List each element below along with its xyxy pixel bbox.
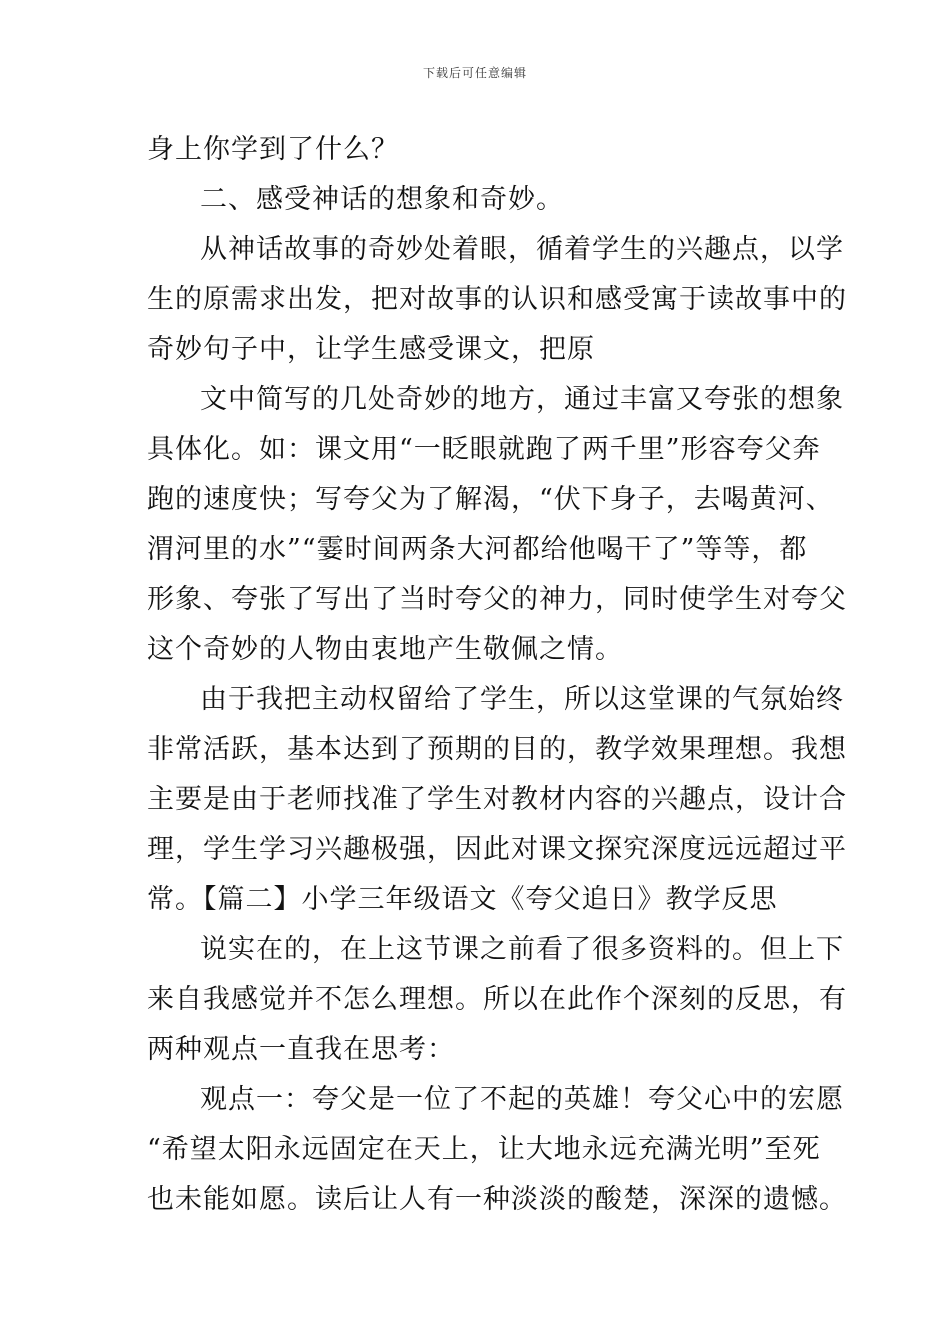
- text-line: 这个奇妙的人物由衷地产生敬佩之情。: [147, 634, 623, 665]
- text-line: 具体化。如：课文用“一眨眼就跑了两千里”形容夸父奔: [147, 434, 821, 465]
- text-line: 主要是由于老师找准了学生对教材内容的兴趣点，设计合: [147, 784, 847, 815]
- text-line: 身上你学到了什么？: [147, 134, 399, 165]
- text-line: 非常活跃，基本达到了预期的目的，教学效果理想。我想: [147, 734, 847, 765]
- text-line: 由于我把主动权留给了学生，所以这堂课的气氛始终: [200, 684, 844, 715]
- text-line: 文中简写的几处奇妙的地方，通过丰富又夸张的想象: [200, 384, 844, 415]
- text-line: 观点一：夸父是一位了不起的英雄！夸父心中的宏愿: [200, 1084, 844, 1115]
- text-line: 生的原需求出发，把对故事的认识和感受寓于读故事中的: [147, 284, 847, 315]
- section-heading: 二、感受神话的想象和奇妙。: [200, 184, 564, 215]
- text-line: “希望太阳永远固定在天上，让大地永远充满光明”至死: [147, 1134, 821, 1165]
- text-line: 来自我感觉并不怎么理想。所以在此作个深刻的反思，有: [147, 984, 847, 1015]
- text-line: 从神话故事的奇妙处着眼，循着学生的兴趣点，以学: [200, 234, 844, 265]
- text-line: 形象、夸张了写出了当时夸父的神力，同时使学生对夸父: [147, 584, 847, 615]
- text-line: 奇妙句子中，让学生感受课文，把原: [147, 334, 595, 365]
- text-line: 说实在的，在上这节课之前看了很多资料的。但上下: [200, 934, 844, 965]
- text-line: 也未能如愿。读后让人有一种淡淡的酸楚，深深的遗憾。: [147, 1184, 847, 1215]
- text-line: 两种观点一直我在思考：: [147, 1034, 455, 1065]
- text-line: 渭河里的水”“霎时间两条大河都给他喝干了”等等，都: [147, 534, 808, 565]
- text-line: 理，学生学习兴趣极强，因此对课文探究深度远远超过平: [147, 834, 847, 865]
- text-line: 跑的速度快；写夸父为了解渴，“伏下身子，去喝黄河、: [147, 484, 834, 515]
- page-header: 下载后可任意编辑: [422, 66, 527, 80]
- text-line: 常。【篇二】小学三年级语文《夸父追日》教学反思: [147, 884, 778, 915]
